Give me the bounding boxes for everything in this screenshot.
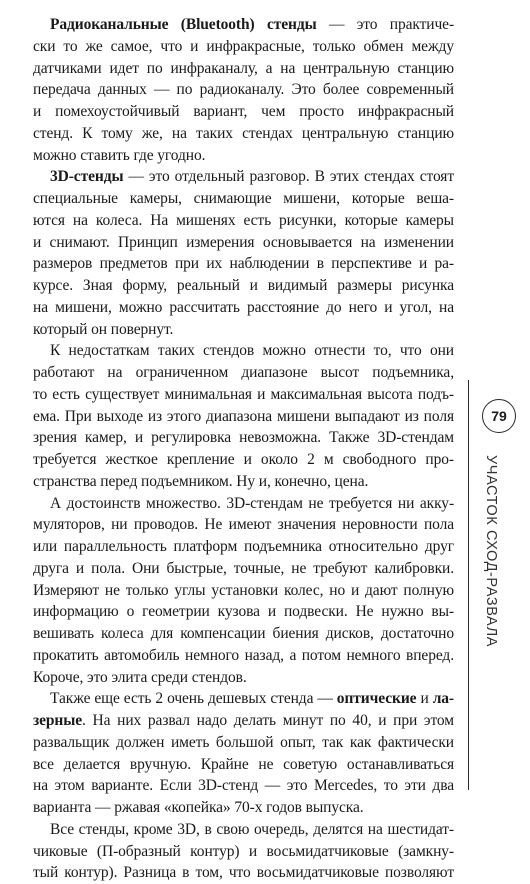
- text-segment: А достоинств множество. 3D-стендам не требуется ни акку-: [50, 494, 454, 512]
- text-line: [33, 558, 454, 580]
- text-line: [33, 166, 454, 188]
- text-segment: работают на ограниченном диапазоне высот подъемника,: [33, 364, 454, 381]
- text-segment: стенд. К тому же, на таких стендах центральную станцию: [33, 124, 454, 142]
- text-segment: ски то же самое, что и инфракрасные, только обмен между: [33, 37, 454, 55]
- text-line: [33, 123, 454, 145]
- text-segment: варианта — ржавая «копейка» 70-х годов выпуска.: [33, 799, 364, 816]
- text-segment: и снимают. Принцип измерения основывается на изменении: [33, 233, 454, 251]
- text-segment: курсе. Зная форму, реальный и видимый размеры рисунка: [33, 277, 454, 294]
- text-segment: . На них развал надо делать минут по 40, и при этом: [82, 712, 454, 729]
- text-segment: зрения камер, и регулировка невозможна. Также 3D-стендам: [33, 429, 454, 447]
- text-segment: размеров предметов при их наблюдении в перспективе и ра-: [33, 255, 454, 273]
- text-segment: все делается вручную. Крайне не советую останавливаться: [33, 755, 454, 773]
- text-segment: Также еще есть 2 очень дешевых стенда —: [50, 690, 337, 708]
- text-segment: тый контур). Разница в том, что восьмидатчиковые позволяют: [33, 864, 454, 882]
- bold-term: зерные: [33, 712, 83, 729]
- text-segment: на мишени, можно рассчитать расстояние до него и угол, на: [33, 298, 454, 316]
- text-line: [33, 145, 454, 167]
- text-segment: можно ставить где угодно.: [33, 146, 206, 164]
- bold-term: ла-: [432, 690, 454, 708]
- text-line: [33, 819, 454, 841]
- body-text: [33, 14, 454, 884]
- text-line: [33, 232, 454, 254]
- text-line: [33, 188, 454, 210]
- text-segment: который он повернут.: [33, 320, 174, 338]
- text-segment: на этом варианте. Если 3D-стенд — это Mercedes, то эти два: [33, 777, 454, 795]
- text-line: [33, 340, 454, 362]
- text-segment: и: [416, 690, 433, 708]
- text-segment: или параллельность платформ подъемника относительно друг: [33, 538, 454, 555]
- text-segment: ются на колеса. На мишенях есть рисунки, которые камеры: [33, 211, 454, 229]
- text-line: [33, 449, 454, 471]
- text-segment: специальные камеры, снимающие мишени, которые веша-: [33, 190, 454, 207]
- text-line: [33, 253, 454, 275]
- text-line: [33, 406, 454, 428]
- text-segment: прокатить автомобиль немного назад, а потом немного вперед.: [33, 646, 454, 664]
- bold-term: оптические: [336, 690, 417, 708]
- text-line: [33, 427, 454, 449]
- text-segment: вешивать колеса для компенсации биения дисков, достаточно: [33, 625, 454, 642]
- text-segment: информацию о геометрии кузова и подвески. Не нужно вы-: [33, 603, 454, 621]
- text-line: [33, 862, 454, 884]
- text-segment: развальщик должен иметь большой опыт, так как фактически: [33, 733, 454, 751]
- margin-rule: [468, 380, 469, 790]
- text-line: [33, 101, 454, 123]
- text-line: [33, 384, 454, 406]
- text-line: [33, 841, 454, 863]
- bold-term: 3D-стенды: [50, 168, 124, 186]
- text-line: [33, 797, 454, 819]
- text-line: [33, 36, 454, 58]
- text-line: [33, 623, 454, 645]
- text-line: [33, 732, 454, 754]
- text-segment: и помехоустойчивый вариант, чем просто инфракрасный: [33, 103, 454, 120]
- page-number-badge: [482, 399, 516, 433]
- text-line: [33, 493, 454, 515]
- text-line: [33, 362, 454, 384]
- text-segment: Все стенды, кроме 3D, в свою очередь, делятся на шестидат-: [50, 820, 454, 838]
- text-segment: муляторов, ни проводов. Не имеют значения неровности пола: [33, 516, 454, 534]
- text-segment: странства перед подъемником. Ну и, конечно, цена.: [33, 472, 369, 490]
- text-segment: — это практиче-: [316, 16, 454, 33]
- text-segment: ема. При выходе из этого диапазона мишени выпадают из поля: [33, 407, 454, 425]
- text-line: [33, 319, 454, 341]
- text-line: [33, 536, 454, 558]
- text-line: [33, 275, 454, 297]
- text-line: [33, 775, 454, 797]
- text-segment: К недостаткам таких стендов можно отнести то, что они: [50, 342, 454, 360]
- text-line: [33, 710, 454, 732]
- bold-term: Радиоканальные (Bluetooth) стенды: [50, 16, 317, 33]
- text-line: [33, 601, 454, 623]
- text-segment: то есть существует минимальная и максимальная высота подъ-: [33, 385, 454, 403]
- text-segment: датчиками идет по инфраканалу, а на центральную станцию: [33, 59, 454, 77]
- text-line: [33, 688, 454, 710]
- text-segment: Короче, это элита среди стендов.: [33, 668, 247, 686]
- text-segment: друга и пола. Они быстрые, точные, не требуют калибровки.: [33, 559, 454, 577]
- text-line: [33, 210, 454, 232]
- text-segment: Измеряют не только углы установки колес, но и дают полную: [33, 581, 454, 599]
- text-segment: — это отдельный разговор. В этих стендах стоят: [123, 168, 454, 186]
- text-segment: требуется жесткое крепление и около 2 м свободного про-: [33, 451, 454, 468]
- text-line: [33, 297, 454, 319]
- text-line: [33, 514, 454, 536]
- text-line: [33, 667, 454, 689]
- text-line: [33, 58, 454, 80]
- page-number: 79: [491, 408, 507, 424]
- text-line: [33, 14, 454, 36]
- text-line: [33, 645, 454, 667]
- text-line: [33, 471, 454, 493]
- text-segment: чиковые (П-образный контур) и восьмидатчиковые (замкну-: [33, 842, 454, 860]
- running-head: УЧАСТОК СХОД-РАЗВАЛА: [483, 455, 499, 647]
- text-line: [33, 580, 454, 602]
- text-line: [33, 79, 454, 101]
- text-line: [33, 754, 454, 776]
- text-segment: передача данных — по радиоканалу. Это более современный: [33, 81, 454, 99]
